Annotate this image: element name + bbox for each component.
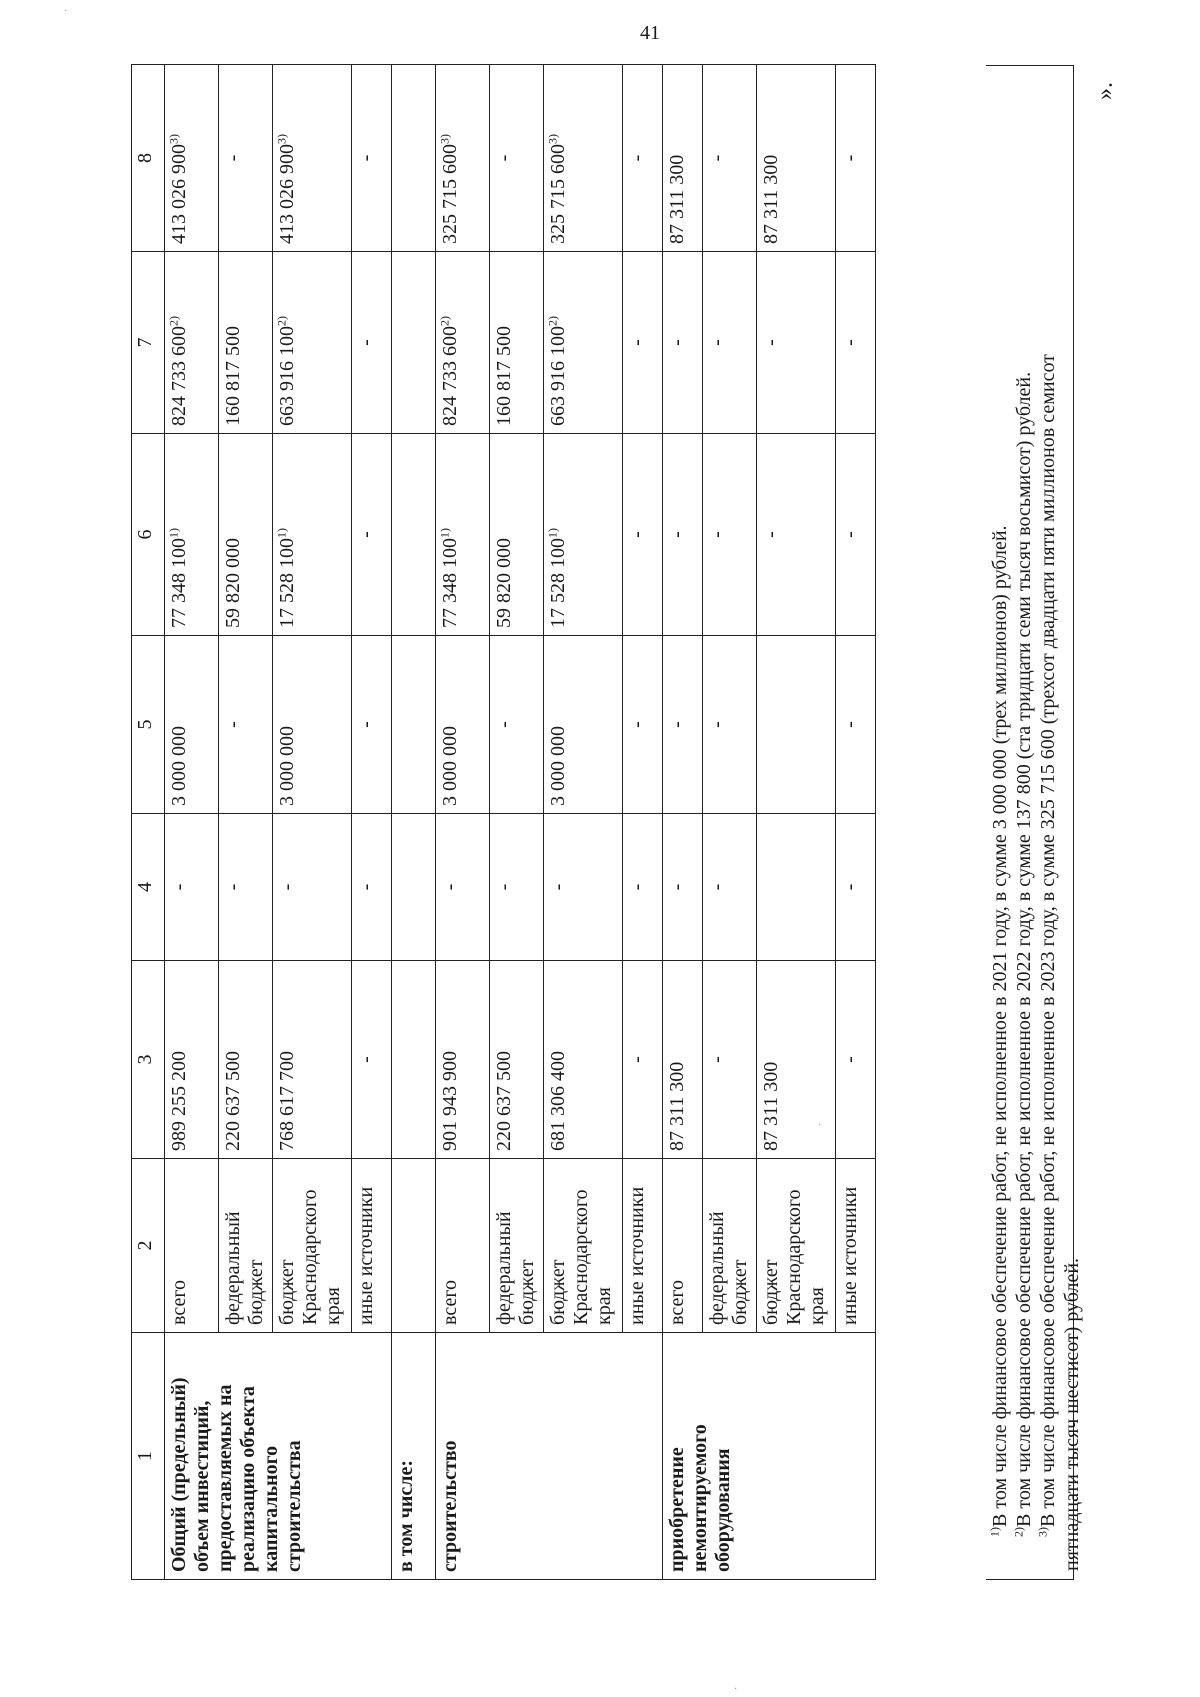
value-cell: - (663, 636, 703, 814)
footnotes-block (986, 65, 1083, 1580)
empty-cell (392, 636, 436, 814)
value-cell: - (703, 434, 757, 636)
footnote-ref: 2) (437, 316, 452, 326)
value-cell: - (623, 636, 663, 814)
col-header: 4 (132, 814, 165, 961)
value-cell: - (836, 636, 876, 814)
value-cell: - (165, 814, 219, 961)
value-cell: - (490, 814, 544, 961)
source-cell: бюджет Краснодарского края (757, 1159, 836, 1333)
row-label-in-that-number: в том числе: (392, 1333, 436, 1580)
col-header: 7 (132, 252, 165, 434)
source-cell: федеральный бюджет (219, 1159, 273, 1333)
source-cell: иные источники (836, 1159, 876, 1333)
value-cell: - (623, 65, 663, 252)
value-cell: 413 026 900$^{3)}$ (165, 65, 219, 252)
value-cell: - (219, 65, 273, 252)
value-cell: - (663, 814, 703, 961)
source-cell: иные источники (623, 1159, 663, 1333)
empty-cell (392, 434, 436, 636)
value-cell: 3 000 000 (165, 636, 219, 814)
empty-cell (392, 65, 436, 252)
value-cell: 901 943 900 (436, 961, 490, 1159)
value-cell: - (663, 252, 703, 434)
header-row (132, 65, 165, 1580)
footnote-ref: 1) (545, 528, 560, 538)
empty-cell (392, 252, 436, 434)
source-cell: всего (436, 1159, 490, 1333)
value-cell: 3 000 000 (273, 636, 352, 814)
value-cell: - (352, 636, 392, 814)
value-cell: 989 255 200 (165, 961, 219, 1159)
closing-quote-mark: ». (1092, 82, 1118, 100)
source-cell: иные источники (352, 1159, 392, 1333)
col-header: 1 (132, 1333, 165, 1580)
value-cell: 3 000 000 (544, 636, 623, 814)
value-cell: - (623, 434, 663, 636)
value-cell: - (490, 65, 544, 252)
value-cell: - (836, 434, 876, 636)
row-label-equipment-purchase: приобретение немонтируемого оборудования (663, 1333, 876, 1580)
rotated-table-region (131, 65, 1083, 1580)
value-cell: - (757, 252, 836, 434)
value-cell: - (836, 814, 876, 961)
value-cell: - (703, 65, 757, 252)
value-cell: - (703, 814, 757, 961)
value-cell: 87 311 300 (757, 65, 836, 252)
footnote-2: $^{2)}$В том числе финансовое обеспечение работ, не исполненное в 2022 году, в сумме 137 800 (ста тридцати семи тысяч восьмисот) рублей. (1011, 371, 1035, 1537)
value-cell: 220 637 500 (219, 961, 273, 1159)
table-row (392, 65, 436, 1580)
value-cell: 17 528 100$^{1)}$ (273, 434, 352, 636)
value-cell: 681 306 400 (544, 961, 623, 1159)
value-cell: 663 916 100$^{2)}$ (544, 252, 623, 434)
value-cell: 325 715 600$^{3)}$ (544, 65, 623, 252)
value-cell: - (352, 252, 392, 434)
empty-cell (392, 1159, 436, 1333)
footnote-ref: 1) (166, 528, 181, 538)
source-cell: всего (663, 1159, 703, 1333)
value-cell: - (352, 814, 392, 961)
value-cell: - (703, 252, 757, 434)
value-cell: 220 637 500 (490, 961, 544, 1159)
value-cell: - (352, 434, 392, 636)
value-cell: - (623, 814, 663, 961)
value-cell: 59 820 000 (490, 434, 544, 636)
value-cell (757, 636, 836, 814)
value-cell: - (352, 65, 392, 252)
source-cell: федеральный бюджет (490, 1159, 544, 1333)
value-cell: 77 348 100$^{1)}$ (436, 434, 490, 636)
footnote-ref: 3) (437, 134, 452, 144)
empty-cell (392, 961, 436, 1159)
col-header: 6 (132, 434, 165, 636)
source-cell: федеральный бюджет (703, 1159, 757, 1333)
source-cell: бюджет Краснодарского края (273, 1159, 352, 1333)
footnote-ref: 2) (545, 316, 560, 326)
col-header: 8 (132, 65, 165, 252)
scan-speck: · (64, 6, 68, 17)
footnote-ref: 1) (274, 528, 289, 538)
table-row (663, 65, 703, 1580)
source-cell: бюджет Краснодарского края (544, 1159, 623, 1333)
value-cell: 413 026 900$^{3)}$ (273, 65, 352, 252)
col-header: 2 (132, 1159, 165, 1333)
footnote-ref: 2) (166, 316, 181, 326)
value-cell: 87 311 300 (663, 961, 703, 1159)
footnote-ref: 3) (274, 134, 289, 144)
table-row (165, 65, 219, 1580)
value-cell: 17 528 100$^{1)}$ (544, 434, 623, 636)
footnote-ref: 3) (166, 134, 181, 144)
value-cell: 59 820 000 (219, 434, 273, 636)
value-cell: - (219, 636, 273, 814)
col-header: 3 (132, 961, 165, 1159)
footnote-3-continued: пятнадцати тысяч шестисот) рублей. (1061, 1257, 1083, 1571)
value-cell: 768 617 700 (273, 961, 352, 1159)
scan-speck: · (734, 1684, 738, 1695)
value-cell: - (836, 252, 876, 434)
value-cell: 824 733 600$^{2)}$ (165, 252, 219, 434)
value-cell: - (219, 814, 273, 961)
value-cell: 160 817 500 (219, 252, 273, 434)
row-label-total-investment: Общий (предельный) объем инвестиций, предоставляемых на реализацию объекта капитального строительства (165, 1333, 392, 1580)
value-cell: - (703, 636, 757, 814)
value-cell: 160 817 500 (490, 252, 544, 434)
value-cell: - (836, 961, 876, 1159)
row-label-construction: строительство (436, 1333, 663, 1580)
value-cell: 87 311 300 (757, 961, 836, 1159)
value-cell: 663 916 100$^{2)}$ (273, 252, 352, 434)
value-cell (757, 814, 836, 961)
footnote-3: $^{3)}$В том числе финансовое обеспечение работ, не исполненное в 2023 году, в сумме 325 715 600 (трехсот двадцати пяти миллионов семисот (1035, 354, 1059, 1537)
value-cell: - (623, 961, 663, 1159)
value-cell: - (623, 252, 663, 434)
value-cell: - (490, 636, 544, 814)
value-cell: 824 733 600$^{2)}$ (436, 252, 490, 434)
value-cell: 325 715 600$^{3)}$ (436, 65, 490, 252)
value-cell: - (663, 434, 703, 636)
page-number: 41 (640, 22, 660, 44)
source-cell: всего (165, 1159, 219, 1333)
value-cell: - (544, 814, 623, 961)
value-cell: - (836, 65, 876, 252)
value-cell: 87 311 300 (663, 65, 703, 252)
value-cell: 77 348 100$^{1)}$ (165, 434, 219, 636)
value-cell: - (757, 434, 836, 636)
col-header: 5 (132, 636, 165, 814)
footnote-ref: 2) (274, 316, 289, 326)
footnote-1: $^{1)}$В том числе финансовое обеспечение работ, не исполненное в 2021 году, в сумме 3 000 000 (трех миллионов) рублей. (987, 525, 1011, 1537)
empty-cell (392, 814, 436, 961)
investment-table (131, 64, 876, 1580)
footnote-ref: 1) (437, 528, 452, 538)
table-row (436, 65, 490, 1580)
footnote-ref: 3) (545, 134, 560, 144)
value-cell: - (703, 961, 757, 1159)
value-cell: 3 000 000 (436, 636, 490, 814)
value-cell: - (436, 814, 490, 961)
scan-speck: · (818, 1120, 822, 1131)
value-cell: - (352, 961, 392, 1159)
value-cell: - (273, 814, 352, 961)
